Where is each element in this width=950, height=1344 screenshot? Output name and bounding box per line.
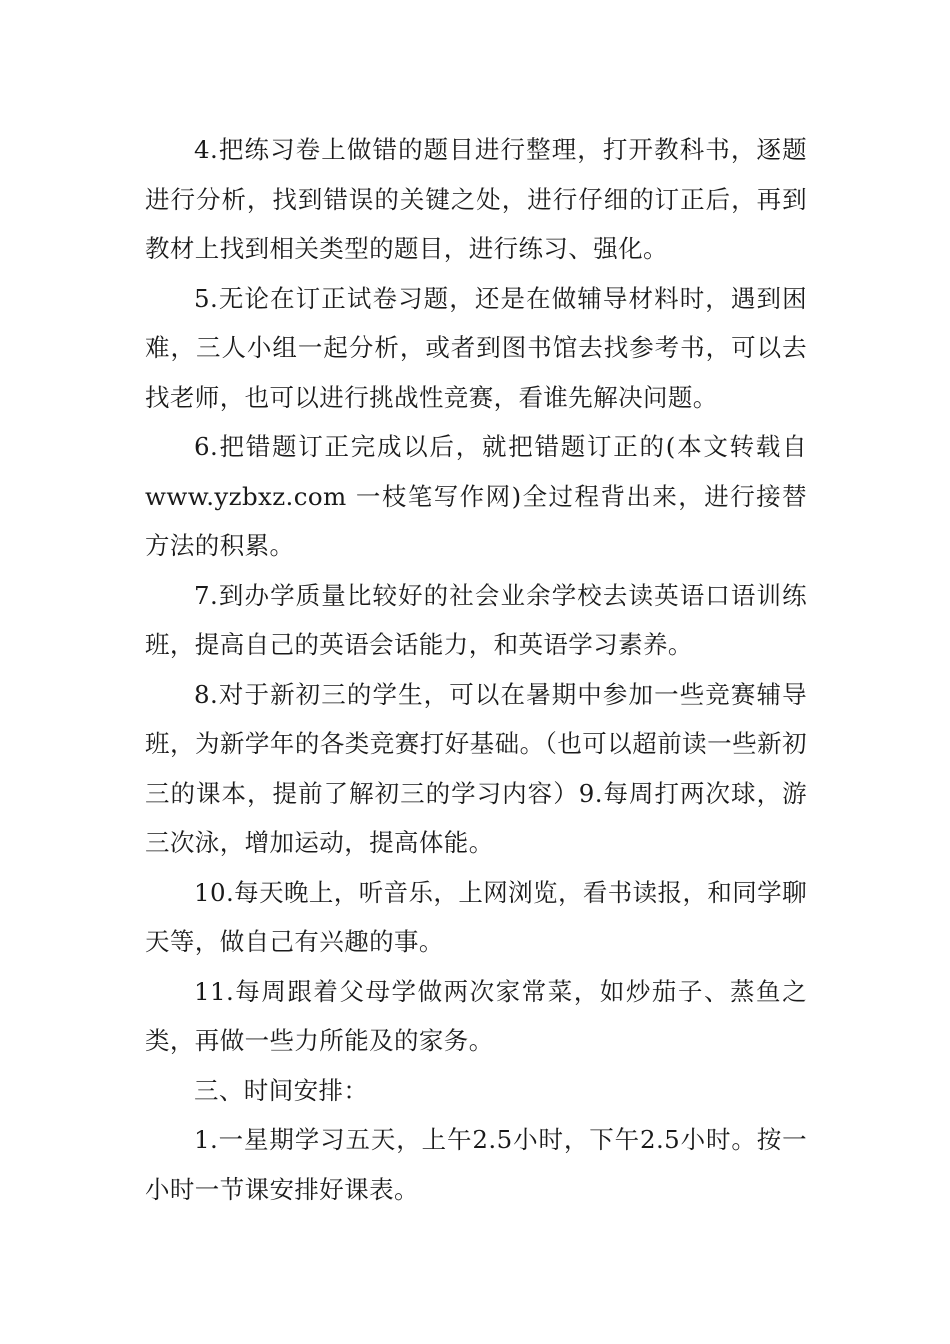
- paragraph-item-7: 7.到办学质量比较好的社会业余学校去读英语口语训练班，提高自己的英语会话能力，和英语学习素养。: [145, 580, 807, 659]
- paragraph-item-10: 10.每天晚上，听音乐，上网浏览，看书读报，和同学聊天等，做自己有兴趣的事。: [145, 877, 807, 956]
- paragraph-item-time-1: 1.一星期学习五天，上午2.5小时，下午2.5小时。按一小时一节课安排好课表。: [145, 1125, 807, 1204]
- paragraph-item-11: 11.每周跟着父母学做两次家常菜，如炒茄子、蒸鱼之类，再做一些力所能及的家务。: [145, 976, 807, 1055]
- paragraph-item-5: 5.无论在订正试卷习题，还是在做辅导材料时，遇到困难，三人小组一起分析，或者到图书馆去找参考书，可以去找老师，也可以进行挑战性竞赛，看谁先解决问题。: [145, 283, 807, 412]
- section-heading-time-arrangement: 三、时间安排：: [194, 1075, 369, 1105]
- paragraph-item-6: 6.把错题订正完成以后，就把错题订正的(本文转载自www.yzbxz.com 一枝笔写作网)全过程背出来，进行接替方法的积累。: [145, 432, 807, 560]
- document-body: [145, 125, 807, 1214]
- paragraph-item-8: 8.对于新初三的学生，可以在暑期中参加一些竞赛辅导班，为新学年的各类竞赛打好基础。（也可以超前读一些新初三的课本，提前了解初三的学习内容）9.每周打两次球，游三次泳，增加运动，提高体能。: [145, 679, 807, 857]
- paragraph-item-4: 4.把练习卷上做错的题目进行整理，打开教科书，逐题进行分析，找到错误的关键之处，进行仔细的订正后，再到教材上找到相关类型的题目，进行练习、强化。: [145, 135, 807, 263]
